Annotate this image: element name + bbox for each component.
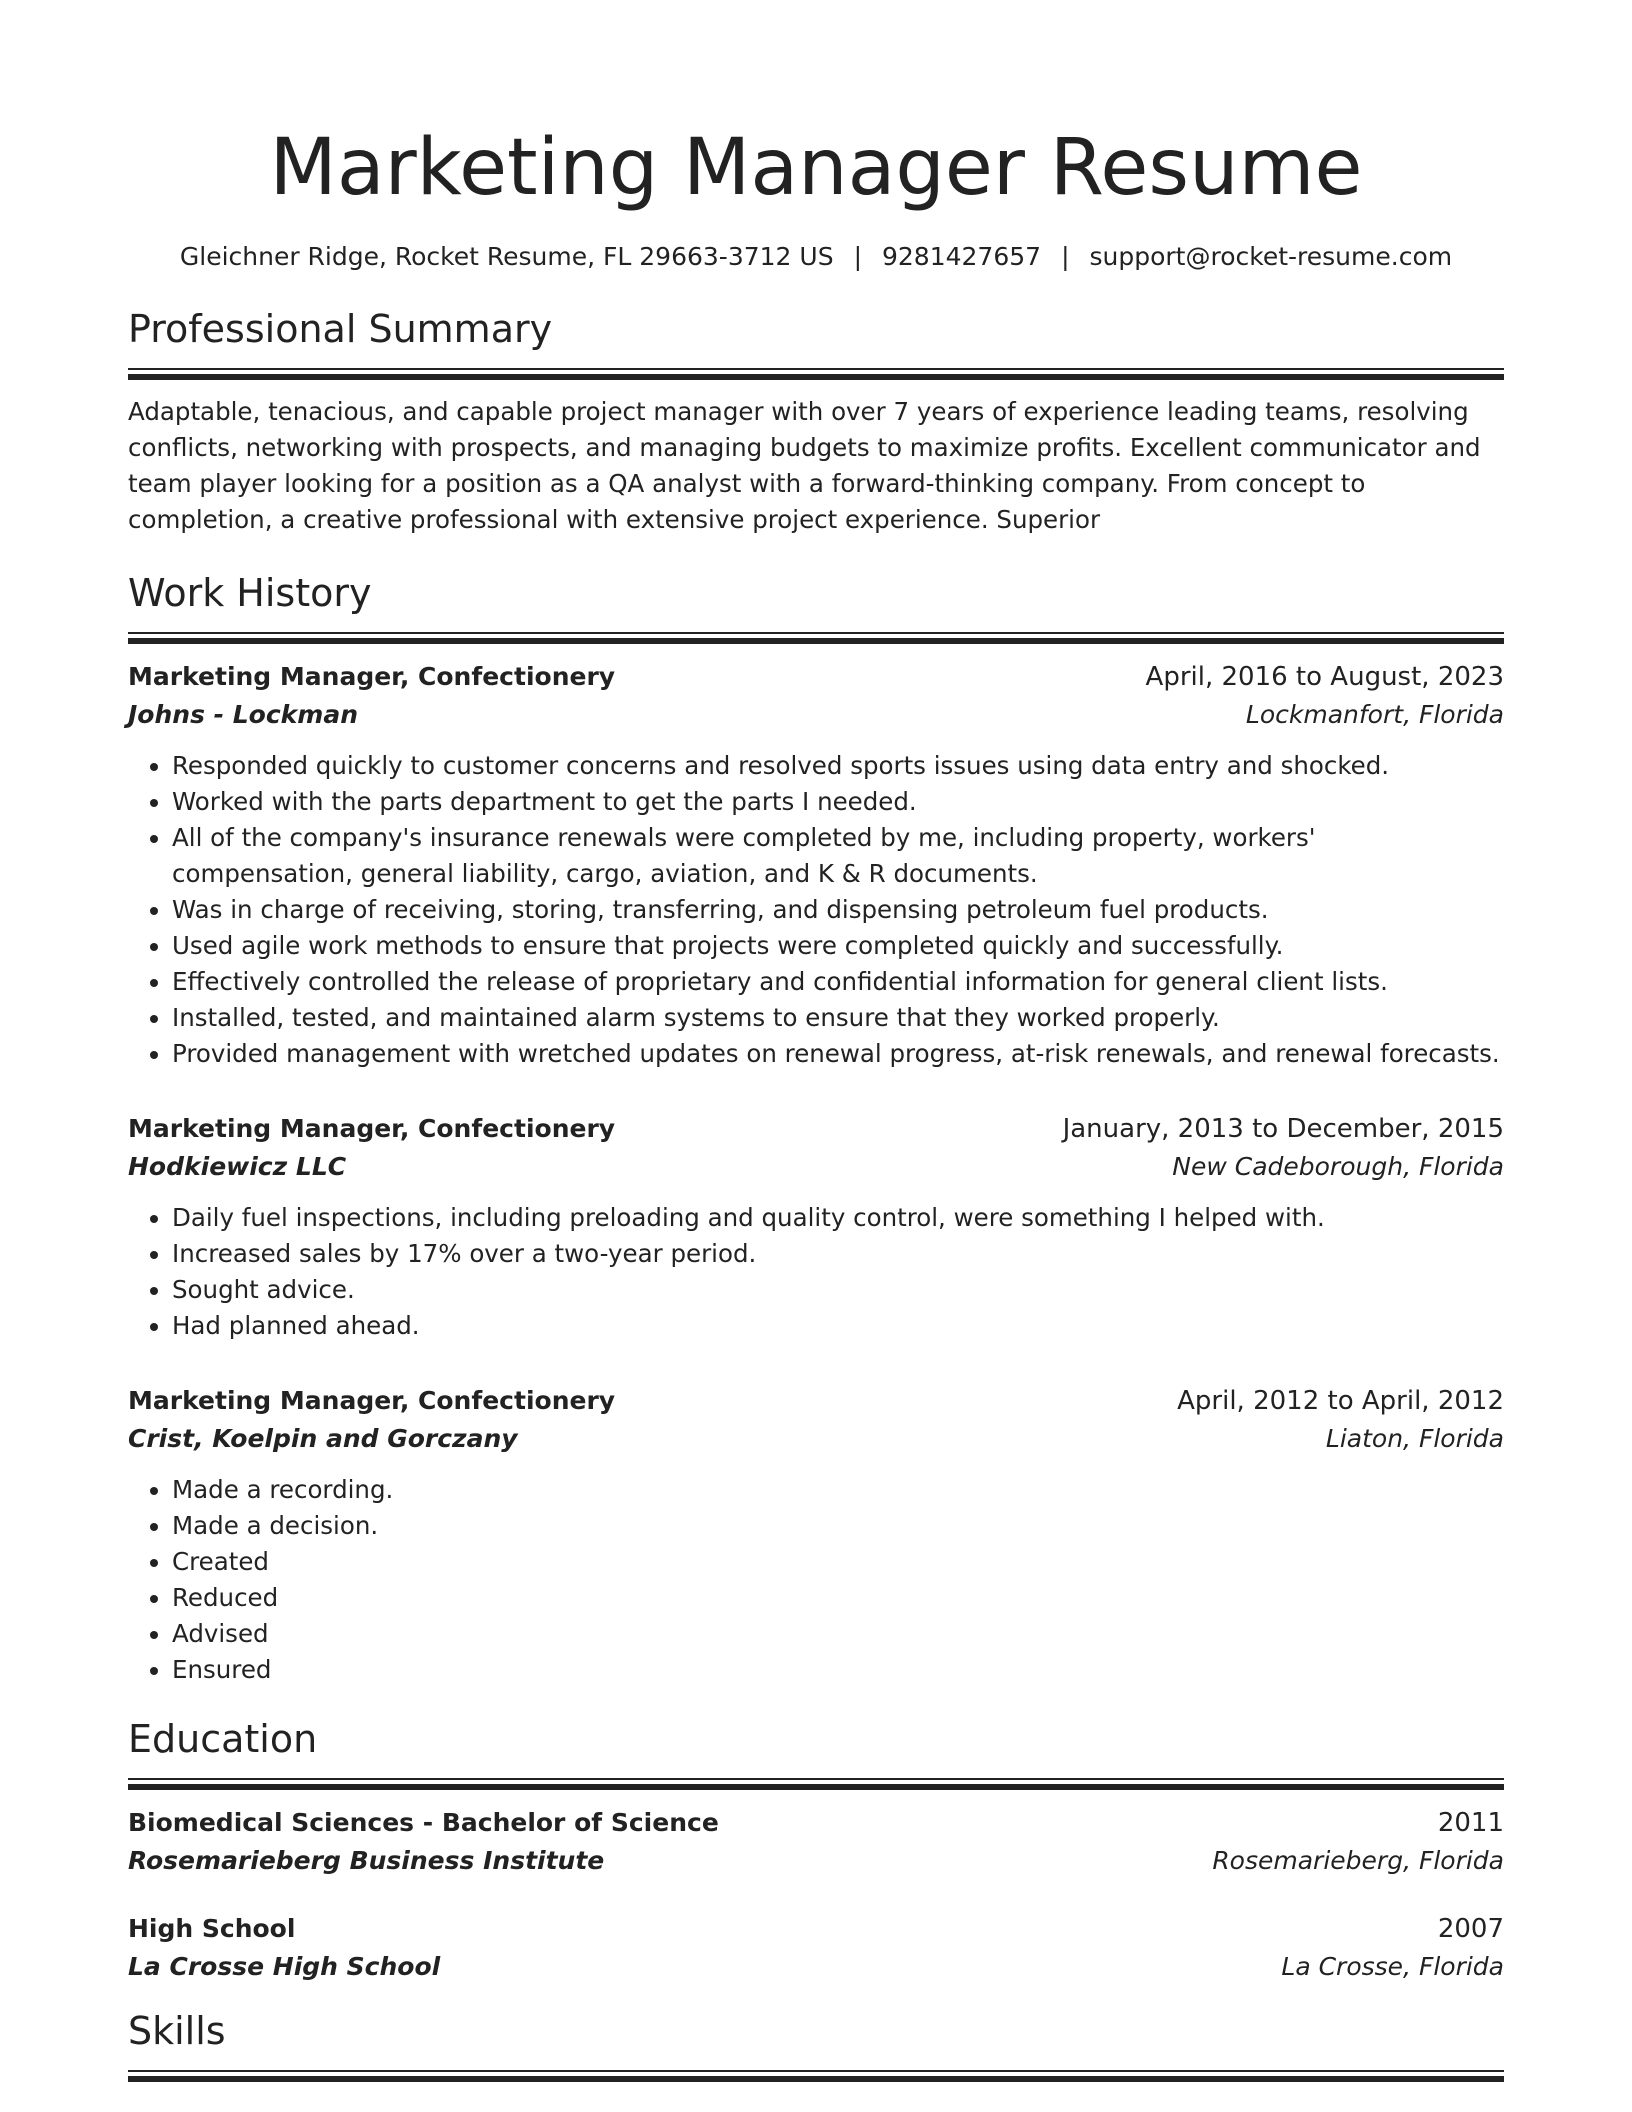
job-role: Marketing Manager, Confectionery — [128, 1114, 616, 1143]
job-bullet: • All of the company's insurance renewals were completed by me, including property, workers' compensation, general liability, cargo, aviation, and K & R documents. — [172, 820, 1504, 892]
job-header-row — [128, 1382, 1504, 1420]
job-company-row — [128, 1148, 1504, 1186]
job-dates: January, 2013 to December, 2015 — [1062, 1114, 1504, 1144]
section-divider — [128, 2070, 1504, 2082]
job-company: Crist, Koelpin and Gorczany — [128, 1424, 518, 1453]
work-history-section — [128, 568, 1504, 1688]
contact-address: Gleichner Ridge, Rocket Resume, FL 29663-3712 US — [179, 242, 834, 271]
job-bullet: • Worked with the parts department to get the parts I needed. — [172, 784, 1504, 820]
summary-section — [128, 304, 1504, 538]
job-bullets — [128, 748, 1504, 1072]
education-school-row — [128, 1948, 1504, 1986]
education-header-row — [128, 1910, 1504, 1948]
job-bullet: • Installed, tested, and maintained alarm systems to ensure that they worked properly. — [172, 1000, 1504, 1036]
education-header-row — [128, 1804, 1504, 1842]
education-location: La Crosse, Florida — [1281, 1952, 1504, 1981]
education-year: 2011 — [1437, 1808, 1504, 1838]
job-location: New Cadeborough, Florida — [1172, 1152, 1504, 1181]
skills-heading: Skills — [128, 2009, 226, 2053]
job-company-row — [128, 696, 1504, 734]
job-bullet: • Effectively controlled the release of proprietary and confidential information for general client lists. — [172, 964, 1504, 1000]
section-divider — [128, 368, 1504, 380]
education-section — [128, 1714, 1504, 1986]
contact-separator: | — [1061, 242, 1070, 271]
education-location: Rosemarieberg, Florida — [1212, 1846, 1504, 1875]
job-entry — [128, 1382, 1504, 1688]
skills-section — [128, 2006, 1504, 2082]
job-bullet: • Daily fuel inspections, including preloading and quality control, were something I helped with. — [172, 1200, 1504, 1236]
contact-email[interactable]: support@rocket-resume.com — [1089, 242, 1453, 271]
job-bullets — [128, 1472, 1504, 1688]
education-school: Rosemarieberg Business Institute — [128, 1846, 605, 1875]
job-entry — [128, 658, 1504, 1072]
job-dates: April, 2016 to August, 2023 — [1145, 662, 1504, 692]
job-dates: April, 2012 to April, 2012 — [1177, 1386, 1504, 1416]
job-role: Marketing Manager, Confectionery — [128, 662, 616, 691]
job-bullet: • Increased sales by 17% over a two-year period. — [172, 1236, 1504, 1272]
job-entry — [128, 1110, 1504, 1344]
job-bullet: • Made a recording. — [172, 1472, 1504, 1508]
job-role: Marketing Manager, Confectionery — [128, 1386, 616, 1415]
summary-heading: Professional Summary — [128, 307, 553, 351]
job-location: Liaton, Florida — [1325, 1424, 1504, 1453]
job-bullet: • Advised — [172, 1616, 1504, 1652]
job-bullet: • Provided management with wretched updates on renewal progress, at-risk renewals, and renewal forecasts. — [172, 1036, 1504, 1072]
job-bullet: • Made a decision. — [172, 1508, 1504, 1544]
education-year: 2007 — [1437, 1914, 1504, 1944]
education-entry — [128, 1804, 1504, 1880]
job-bullet: • Had planned ahead. — [172, 1308, 1504, 1344]
section-divider — [128, 1778, 1504, 1790]
job-company-row — [128, 1420, 1504, 1458]
section-divider — [128, 632, 1504, 644]
work-history-heading: Work History — [128, 571, 372, 615]
job-bullet: • Reduced — [172, 1580, 1504, 1616]
job-location: Lockmanfort, Florida — [1245, 700, 1504, 729]
education-school: La Crosse High School — [128, 1952, 441, 1981]
education-heading: Education — [128, 1717, 318, 1761]
job-bullet: • Was in charge of receiving, storing, transferring, and dispensing petroleum fuel products. — [172, 892, 1504, 928]
education-degree: High School — [128, 1914, 296, 1943]
job-company: Johns - Lockman — [128, 700, 359, 729]
education-school-row — [128, 1842, 1504, 1880]
job-company: Hodkiewicz LLC — [128, 1152, 347, 1181]
job-bullet: • Used agile work methods to ensure that projects were completed quickly and successfully. — [172, 928, 1504, 964]
education-entry — [128, 1910, 1504, 1986]
job-bullets — [128, 1200, 1504, 1344]
job-bullet: • Created — [172, 1544, 1504, 1580]
job-bullet: • Responded quickly to customer concerns and resolved sports issues using data entry and shocked. — [172, 748, 1504, 784]
summary-text: Adaptable, tenacious, and capable project manager with over 7 years of experience leading teams, resolving conflicts, networking with prospects, and managing budgets to maximize profits. Excellent communicator and team player looking for a position as a QA analyst with a forward-thinking company. From concept to completion, a creative professional with extensive project experience. Superior — [128, 397, 1481, 534]
contact-separator: | — [853, 242, 862, 271]
job-header-row — [128, 1110, 1504, 1148]
resume-title: Marketing Manager Resume — [269, 123, 1363, 213]
contact-line — [128, 240, 1504, 274]
contact-phone: 9281427657 — [882, 242, 1042, 271]
education-degree: Biomedical Sciences - Bachelor of Science — [128, 1808, 719, 1837]
job-header-row — [128, 658, 1504, 696]
job-bullet: • Ensured — [172, 1652, 1504, 1688]
job-bullet: • Sought advice. — [172, 1272, 1504, 1308]
